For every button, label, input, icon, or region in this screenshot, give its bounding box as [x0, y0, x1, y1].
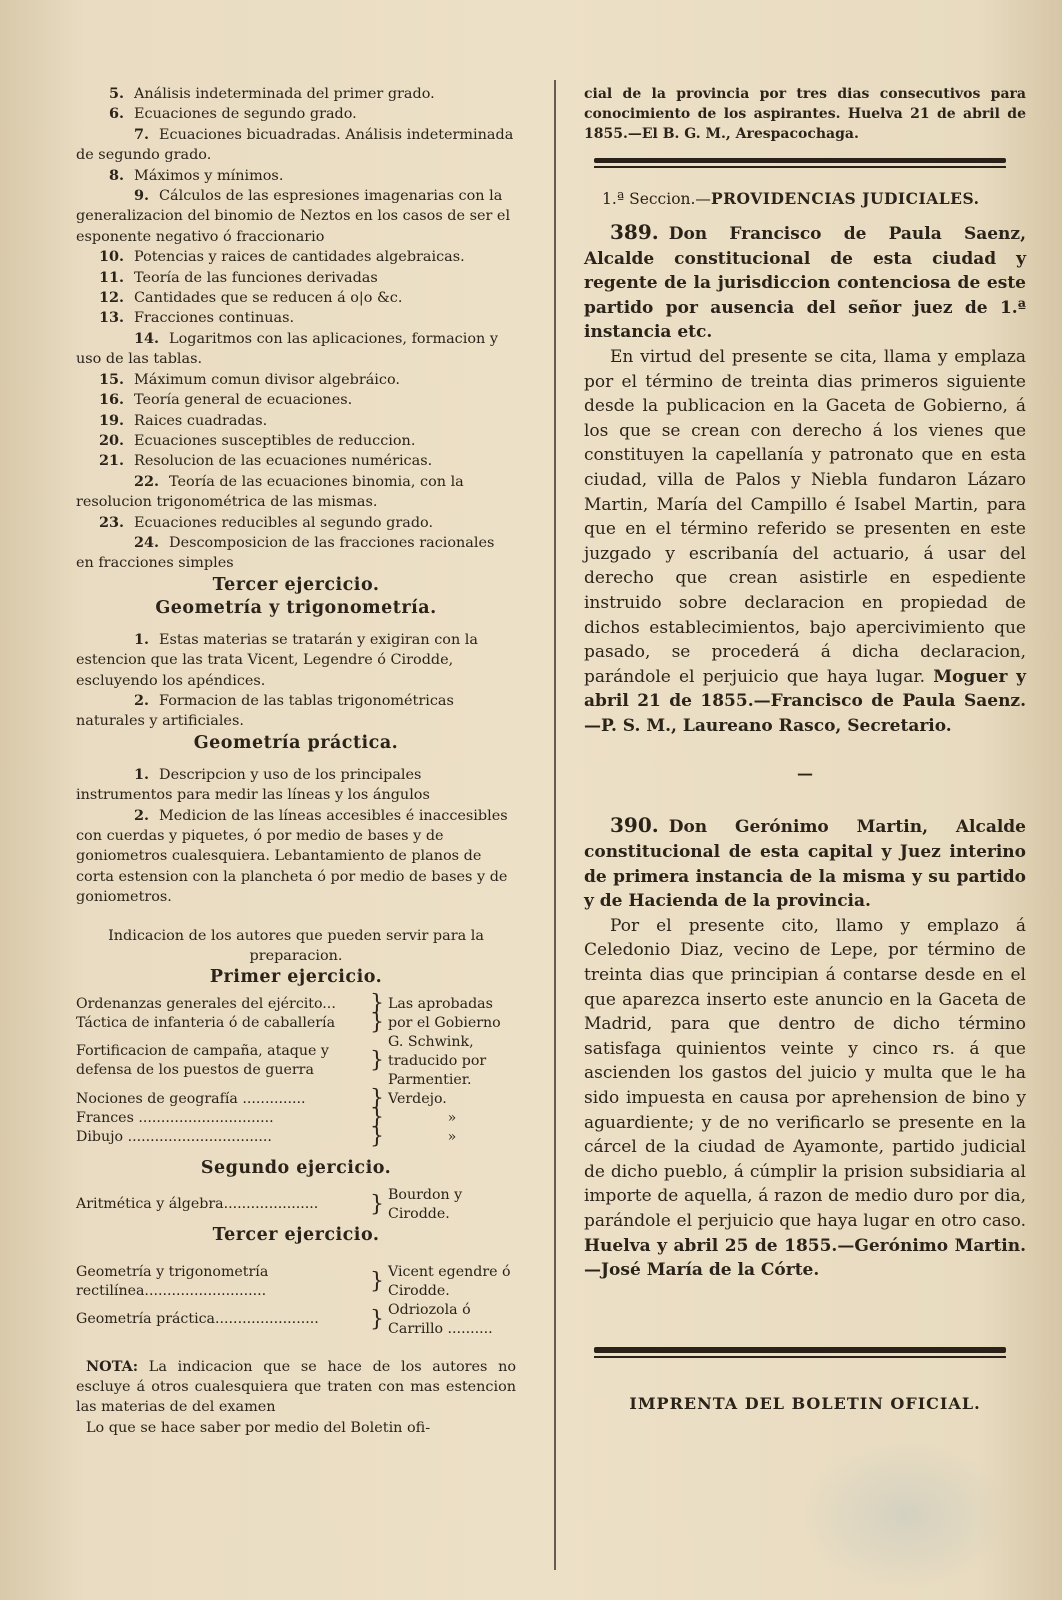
left-column — [76, 84, 516, 1438]
list-item: 8. Máximos y mínimos. — [108, 166, 284, 184]
list-item: 14. Logaritmos con las aplicaciones, formacion y uso de las tablas. — [76, 329, 498, 368]
divider — [594, 1356, 1006, 1358]
list-item: 15. Máximum comun divisor algebráico. — [98, 370, 400, 388]
list-item: 24. Descomposicion de las fracciones racionales en fracciones simples — [76, 533, 495, 572]
divider — [594, 166, 1006, 168]
list-item: 10. Potencias y raices de cantidades algebraicas. — [98, 248, 465, 266]
list-item: 19. Raices cuadradas. — [98, 411, 268, 429]
section-header: 1.ª Seccion.—PROVIDENCIAS JUDICIALES. — [602, 189, 980, 208]
list-item: 23. Ecuaciones reducibles al segundo grado. — [98, 513, 434, 531]
list-item: 12. Cantidades que se reducen á o|o &c. — [98, 289, 403, 307]
divider — [594, 1347, 1006, 1353]
list-item: 16. Teoría general de ecuaciones. — [98, 391, 353, 409]
continued-paragraph: cial de la provincia por tres dias consecutivos para conocimiento de los aspirantes. Huelva 21 de abril de 1855.—El B. G. M., Arespacochaga. — [584, 86, 1026, 142]
list-item: 21. Resolucion de las ecuaciones numéricas. — [98, 452, 433, 470]
list-item: 22. Teoría de las ecuaciones binomia, con la resolucion trigonométrica de las mismas. — [76, 472, 464, 511]
list-item: 9. Cálculos de las espresiones imagenarias con la generalizacion del binomio de Neztos en los casos de ser el esponente negativo ó fraccionario — [76, 187, 511, 245]
authors-title: Indicacion de los autores que pueden servir para la preparacion. — [108, 927, 484, 964]
note-paragraph: NOTA: La indicacion que se hace de los autores no escluye á otros cualesquiera que traten con mas estencion las materias de del examen — [76, 1357, 517, 1416]
section-heading: Tercer ejercicio. — [212, 1224, 380, 1245]
list-item: 1. Descripcion y uso de los principales instrumentos para medir las líneas y los ángulos — [76, 765, 430, 804]
notice-389: 389. Don Francisco de Paula Saenz, Alcalde constitucional de esta ciudad y regente de la jurisdiccion contenciosa de este partido por ausencia del señor juez de 1.ª instancia etc. En virtud del presente se cita, llama y emplaza por el término de treinta dias primeros siguiente desde la publicacion en la Gaceta de Gobierno, á los que se crean con derecho á los vienes que constituyen la capellanía y patronato que en esta ciudad, villa de Palos y Niebla fundaron Lázaro Martin, María del Campillo é Isabel Martin, para que en el término referido se presenten en este juzgado y escribanía del actuario, á usar del derecho que crean asistirle en espediente instruido sobre declaracion en propiedad de dichos establecimientos, bajo apercivimiento que pasado, se procederá á dicha declaracion, parándole el perjuicio que haya lugar. Moguer y abril 21 de 1855.—Francisco de Paula Saenz.—P. S. M., Laureano Rasco, Secretario. — [584, 220, 1026, 736]
section-heading: Geometría y trigonometría. — [155, 597, 437, 618]
authors-table-1: Ordenanzas generales del ejército... } Las aprobadas Táctica de infanteria ó de caballería } por el Gobierno Fortificacion de campaña, ataque y defensa de los puestos de guerra } G. Schwink, traducido por Parmentier. Nociones de geografía .............. } Verdejo. Frances .............................. } » Dibujo ................................ } » — [76, 991, 501, 1150]
list-item: 2. Medicion de las líneas accesibles é inaccesibles con cuerdas y piquetes, ó por medio de bases y de goniometros cualesquiera. Lebantamiento de planos de corta estension con la plancheta ó por medio de bases y de goniometros. — [76, 806, 508, 906]
divider — [594, 158, 1006, 163]
right-column — [584, 84, 1026, 1413]
list-item: 11. Teoría de las funciones derivadas — [98, 268, 378, 286]
list-item: 13. Fracciones continuas. — [98, 309, 295, 327]
column-divider — [554, 80, 556, 1570]
authors-table-3: Geometría y trigonometría rectilínea........................... } Vicent egendre ó Cirodde. Geometría práctica....................... } Odriozola ó Carrillo .......... — [76, 1263, 511, 1337]
printer-imprint: IMPRENTA DEL BOLETIN OFICIAL. — [629, 1393, 981, 1413]
library-stamp-icon — [800, 1440, 1010, 1590]
list-item: 6. Ecuaciones de segundo grado. — [108, 105, 357, 123]
list-item: 1. Estas materias se tratarán y exigiran con la estencion que las trata Vicent, Legendre ó Cirodde, escluyendo los apéndices. — [76, 630, 478, 689]
authors-table-2: Aritmética y álgebra..................... } Bourdon y Cirodde. — [76, 1186, 463, 1222]
closing-line: Lo que se hace saber por medio del Boletin ofi- — [86, 1419, 431, 1436]
section-heading: Segundo ejercicio. — [200, 1157, 392, 1178]
separator-dash: — — [797, 764, 813, 784]
list-item: 20. Ecuaciones susceptibles de reduccion. — [98, 431, 416, 449]
notice-390: 390. Don Gerónimo Martin, Alcalde constitucional de esta capital y Juez interino de primera instancia de la misma y su partido y de Hacienda de la provincia. Por el presente cito, llamo y emplazo á Celedonio Diaz, vecino de Lepe, por término de treinta dias que principian á contarse desde en el que aparezca inserto este anuncio en la Gaceta de Madrid, para que dentro de dicho término satisfaga quinientos veinte y cinco rs. á que ascienden los gastos del juicio y multa que le ha sido impuesta en causa por aprehension de bino y aguardiente; y de no verificarlo se presente en la cárcel de la ciudad de Ayamonte, partido judicial de dicho pueblo, á cúmplir la prision subsidiaria al importe de aquella, á razon de medio duro por dia, parándole el perjuicio que haya lugar en otro caso. Huelva y abril 25 de 1855.—Gerónimo Martin.—José María de la Córte. — [584, 813, 1026, 1281]
section-heading: Primer ejercicio. — [209, 966, 383, 987]
section-heading: Geometría práctica. — [193, 732, 399, 753]
list-item: 7. Ecuaciones bicuadradas. Análisis indeterminada de segundo grado. — [76, 125, 514, 164]
section-heading: Tercer ejercicio. — [212, 574, 380, 595]
list-item: 5. Análisis indeterminada del primer grado. — [108, 85, 435, 102]
list-item: 2. Formacion de las tablas trigonométricas naturales y artificiales. — [76, 691, 454, 730]
